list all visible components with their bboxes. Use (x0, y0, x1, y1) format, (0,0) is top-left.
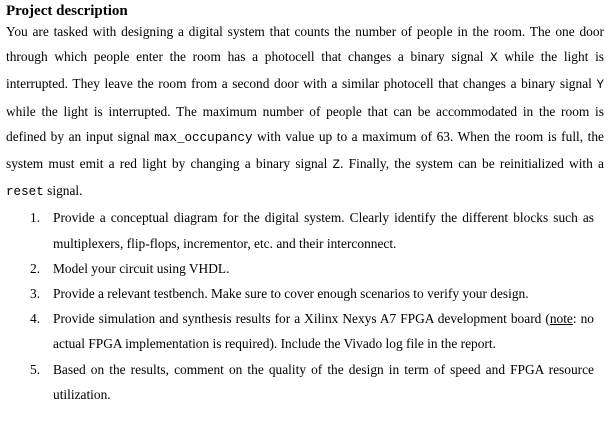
description-text-3: while the light is interrupted. The maximum number of people that can be accommodated in the room is defined by an input signal (6, 103, 604, 144)
description-text-4: with value up to a maximum of 63. When the room is full, the system must emit a red light by changing a binary signal (6, 128, 604, 172)
task-text-a: Provide simulation and synthesis results for a Xilinx Nexys A7 FPGA development board ( (53, 311, 550, 327)
task-number: 1. (30, 210, 41, 226)
task-list (6, 205, 604, 407)
description-text-5: . Finally, the system can be reinitialized with a (340, 156, 604, 172)
description-text-1: You are tasked with designing a digital system that counts the number of people in the room. The one door through which people enter the room has a photocell that changes a binary signal (6, 24, 604, 65)
heading-project-description: Project description (6, 3, 128, 19)
task-number: 3. (30, 286, 41, 302)
task-text: Provide a relevant testbench. Make sure to cover enough scenarios to verify your design. (53, 286, 529, 302)
task-item-2 (6, 256, 604, 281)
task-item-3 (6, 281, 604, 306)
signal-reset: reset (6, 185, 44, 200)
signal-x: X (490, 51, 498, 66)
project-document (6, 3, 604, 407)
signal-z: Z (332, 158, 341, 173)
description-text-2: while the light is interrupted. They leave the room from a second door with a similar photocell that changes a binary signal (6, 49, 605, 92)
task-item-4 (6, 306, 604, 356)
task-text: Based on the results, comment on the quality of the design in term of speed and FPGA resource utilization. (53, 361, 594, 402)
task-item-5 (6, 357, 604, 407)
task-number: 4. (30, 311, 41, 327)
signal-y: Y (596, 78, 604, 93)
task-text-b: : no actual FPGA implementation is required). Include the Vivado log file in the report. (53, 311, 594, 352)
description-text-6: signal. (43, 183, 83, 199)
task-number: 5. (30, 361, 41, 377)
task-number: 2. (30, 260, 41, 276)
description-paragraph (6, 19, 604, 205)
note-label: note (549, 311, 573, 327)
task-text: Model your circuit using VHDL. (53, 260, 230, 276)
signal-max-occupancy: max_occupancy (154, 130, 253, 145)
task-text: Provide a conceptual diagram for the digital system. Clearly identify the different blocks such as multiplexers, flip-flops, incrementor, etc. and their interconnect. (53, 210, 594, 251)
task-item-1 (6, 205, 604, 255)
